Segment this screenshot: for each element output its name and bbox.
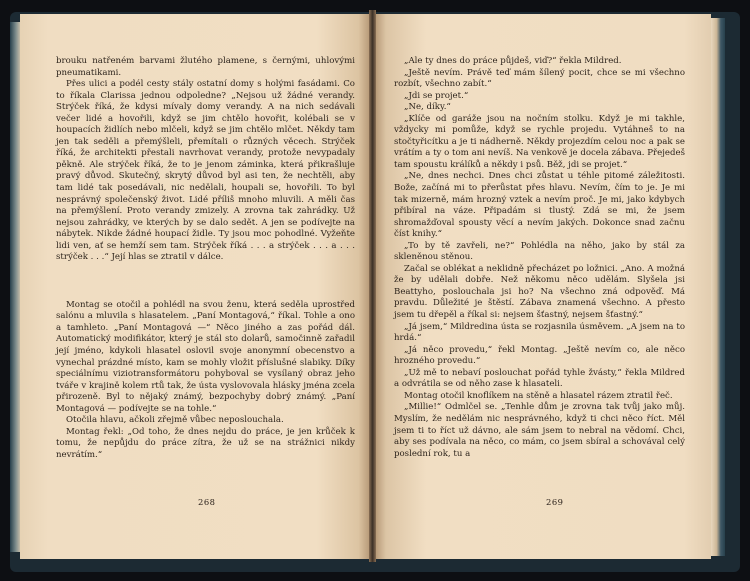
- left-paragraph-4: Otočila hlavu, ačkoli zřejmě vůbec neposlouchala.: [66, 415, 284, 426]
- right-paragraph-4: „Ne, díky.“: [404, 102, 451, 113]
- left-paragraph-2: Přes ulici a podél cesty stály ostatní domy s holými fasádami. Co to říkala Clarissa jednou odpoledne? „Nejsou už žádné verandy. Strýček říká, že kdysi mívaly domy verandy. A na nich sedávali večer lidé a hovořili, když se jim chtělo hovořit, kolébali se v houpacích židlích nebo mlčeli, když se jim chtělo mlčet. Někdy tam jen tak seděli a přemýšleli, přemítali o různých věcech. Strýček říká, že architekti přestali navrhovat verandy, protože nevypadaly pěkně. Ale strýček říká, že to je jenom záminka, která přikrašluje pravý důvod. Skutečný, skrytý důvod byl asi ten, že nechtěli, aby tam lidé tak posedávali, nic nedělali, houpali se, hovořili. To byl nesprávný společenský život. Lidé příliš mnoho mluvili. A měli čas na přemýšlení. Proto verandy zmizely. A zrovna tak zahrádky. Už nejsou zahrádky, ve kterých by se dalo sedět. A jen se podívejte na nábytek. Nikde žádné houpací židle. Ty jsou moc pohodlné. Vyžeňte lidi ven, ať se hemží sem tam. Strýček říká . . . a strýček . . . a . . . strýček . . .“ Její hlas se ztratil v dálce.: [56, 79, 355, 263]
- left-paragraph-3: Montag se otočil a pohlédl na svou ženu, která seděla uprostřed salónu a mluvila s hlasatelem. „Paní Montagová,“ říkal. Tohle a ono a tamhleto. „Paní Montagová —“ Něco jiného a zas pořád dál. Automatický modifikátor, který je stál sto dolarů, samočinně zařadil její jméno, kdykoli hlasatel oslovil svoje anonymní obecenstvo a vynechal prázdné místo, kam se mohly vložit příslušné slabiky. Díky speciálnímu viziotransformátoru pohyboval se vysílaný obraz jeho tváře v krajině kolem rtů tak, že ústa vyslovovala hlásky jména zcela přirozeně. Byl to nějaký známý, bezpochyby dobrý známý. „Paní Montagová — podívejte se na tohle.“: [56, 299, 355, 414]
- right-paragraph-2: „Ještě nevím. Právě teď mám šílený pocit, chce se mi všechno rozbít, všechno zabít.“: [394, 67, 685, 90]
- left-page-number: 268: [198, 497, 216, 508]
- book-edge-right: [711, 18, 725, 556]
- right-paragraph-11: „Už mě to nebaví poslouchat pořád tyhle žvásty,“ řekla Mildred a odvrátila se od něho zase k hlasateli.: [394, 367, 685, 390]
- right-page: [376, 14, 711, 559]
- book-gutter: [369, 10, 376, 562]
- right-paragraph-13: „Millie!“ Odmlčel se. „Tenhle dům je zrovna tak tvůj jako můj. Myslím, že nedělám nic nesprávného, když ti chci něco říct. Měl jsem ti to říct už dávno, ale sám jsem to nebral na vědomí. Chci, aby ses podívala na něco, co mám, co jsem sbíral a schovával celý poslední rok, tu a: [394, 402, 685, 459]
- right-paragraph-12: Montag otočil knoflíkem na stěně a hlasatel rázem ztratil řeč.: [404, 390, 673, 401]
- left-paragraph-1: brouku natřeném barvami žlutého plamene, s černými, uhlovými pneumatikami.: [56, 56, 355, 78]
- left-page: [20, 14, 369, 559]
- right-paragraph-6: „Ne, dnes nechci. Dnes chci zůstat u téhle pitomé záležitosti. Bože, začíná mi to přerůstat přes hlavu. Nevím, čím to je. Je mi tak mizerně, mám hrozný vztek a nevím proč. Je mi, jako kdybych přibíral na váze. Připadám si tlustý. Zdá se mi, že jsem shromažďoval spousty věcí a nevím jakých. Dokonce snad začnu číst knihy.“: [394, 171, 685, 240]
- right-paragraph-7: „To by tě zavřeli, ne?“ Pohlédla na něho, jako by stál za skleněnou stěnou.: [394, 240, 685, 263]
- left-paragraph-5: Montag řekl: „Od toho, že dnes nejdu do práce, je jen krůček k tomu, že nepůjdu do práce zítra, že už se na strážnici nikdy nevrátím.“: [56, 426, 355, 460]
- right-paragraph-1: „Ale ty dnes do práce půjdeš, viď?“ řekla Mildred.: [404, 56, 622, 66]
- section-break: [56, 264, 355, 300]
- right-page-number: 269: [546, 497, 564, 508]
- right-paragraph-9: „Já jsem,“ Mildredina ústa se rozjasnila úsměvem. „A jsem na to hrdá.“: [394, 321, 685, 344]
- right-paragraph-10: „Já něco provedu,“ řekl Montag. „Ještě nevím co, ale něco hrozného provedu.“: [394, 344, 685, 367]
- right-paragraph-5: „Klíče od garáže jsou na nočním stolku. Když je mi takhle, vždycky mi pomůže, když se rychle projedu. Vytáhneš to na stočtyřicítku a je ti nádherně. Někdy projezdím celou noc a pak se vrátím a ty o tom ani nevíš. Na venkově je docela zábava. Přejedeš tam spoustu králíků a někdy i psů. Běž, jdi se projet.“: [394, 113, 685, 170]
- right-paragraph-3: „Jdi se projet.“: [404, 90, 469, 101]
- right-paragraph-8: Začal se oblékat a neklidně přecházet po ložnici. „Ano. A možná že by udělali dobře. Než někomu něco udělám. Slyšela jsi Beattyho, poslouchala jsi ho? Na všechno zná odpověď. Má pravdu. Důležité je štěstí. Zábava znamená všechno. A přesto jsem tu dřepěl a říkal si: nejsem šťastný, nejsem šťastný.“: [394, 263, 685, 321]
